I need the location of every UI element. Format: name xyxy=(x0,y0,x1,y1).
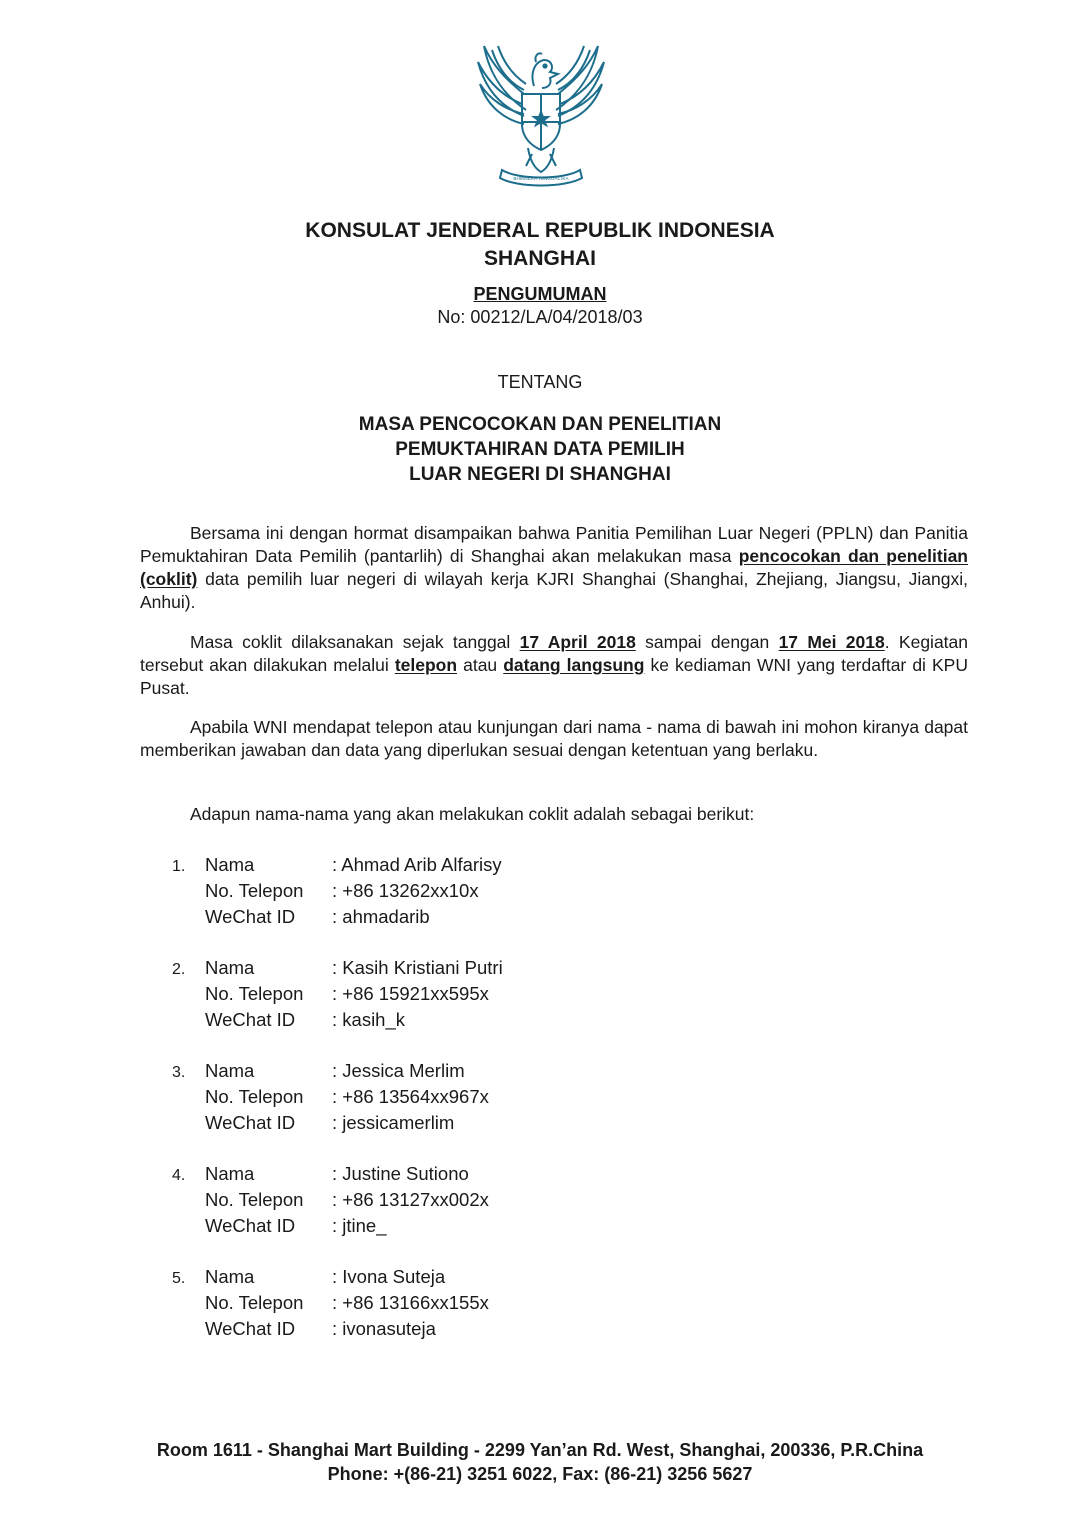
document-title xyxy=(0,412,1080,487)
phone-label: No. Telepon xyxy=(205,1189,304,1210)
entry-number: 1. xyxy=(172,858,186,875)
entry-number: 5. xyxy=(172,1270,186,1287)
paragraph-request: Apabila WNI mendapat telepon atau kunjungan dari nama - nama di bawah ini mohon kiranya dapat memberikan jawaban dan data yang diperlukan sesuai dengan ketentuan yang berlaku. xyxy=(140,717,968,760)
entry-number: 2. xyxy=(172,961,186,978)
end-date: 17 Mei 2018 xyxy=(778,632,885,652)
entry-number: 3. xyxy=(172,1064,186,1081)
paragraph-intro: Bersama ini dengan hormat disampaikan bahwa Panitia Pemilihan Luar Negeri (PPLN) dan Panitia Pemuktahiran Data Pemilih (pantarlih) di Shanghai akan melakukan masa pencocokan dan penelitian (coklit) data pemilih luar negeri di wilayah kerja KJRI Shanghai (Shanghai, Zhejiang, Jiangsu, Jiangxi, Anhui). xyxy=(140,523,968,612)
name-value: : Justine Sutiono xyxy=(332,1163,469,1184)
garuda-emblem-icon xyxy=(468,38,614,190)
paragraph-period: Masa coklit dilaksanakan sejak tanggal 17 April 2018 sampai dengan 17 Mei 2018. Kegiatan tersebut akan dilakukan melalui telepon atau datang langsung ke kediaman WNI yang terdaftar di KPU Pusat. xyxy=(140,632,969,698)
phone-label: No. Telepon xyxy=(205,1086,304,1107)
name-label: Nama xyxy=(205,957,255,978)
phone-label: No. Telepon xyxy=(205,880,304,901)
name-value: : Ahmad Arib Alfarisy xyxy=(332,854,502,875)
method-phone: telepon xyxy=(394,655,458,675)
footer-phone: Phone: +(86-21) 3251 6022, Fax: (86-21) 3256 5627 xyxy=(327,1464,753,1484)
start-date: 17 April 2018 xyxy=(519,632,636,652)
method-visit: datang langsung xyxy=(503,655,645,675)
city-name: SHANGHAI xyxy=(483,247,596,270)
wechat-label: WeChat ID xyxy=(205,1009,296,1030)
name-label: Nama xyxy=(205,1163,255,1184)
title-line: PEMUKTAHIRAN DATA PEMILIH xyxy=(395,439,685,460)
document-number: No: 00212/LA/04/2018/03 xyxy=(437,307,643,327)
wechat-value: : ahmadarib xyxy=(332,906,430,927)
name-value: : Kasih Kristiani Putri xyxy=(332,957,503,978)
wechat-label: WeChat ID xyxy=(205,1112,296,1133)
wechat-value: : kasih_k xyxy=(332,1009,406,1030)
title-line: LUAR NEGERI DI SHANGHAI xyxy=(409,464,671,485)
phone-label: No. Telepon xyxy=(205,1292,304,1313)
paragraph-list-intro: Adapun nama-nama yang akan melakukan coklit adalah sebagai berikut: xyxy=(190,804,755,824)
wechat-value: : jtine_ xyxy=(332,1215,387,1236)
coklit-emphasis: pencocokan dan penelitian (coklit) xyxy=(140,546,968,589)
footer-address: Room 1611 - Shanghai Mart Building - 2299 Yan’an Rd. West, Shanghai, 200336, P.R.China xyxy=(156,1440,924,1460)
svg-text:BHINNEKA TUNGGAL IKA: BHINNEKA TUNGGAL IKA xyxy=(513,176,569,181)
wechat-value: : jessicamerlim xyxy=(332,1112,455,1133)
entry-number: 4. xyxy=(172,1167,186,1184)
phone-value: : +86 13262xx10x xyxy=(332,880,479,901)
wechat-value: : ivonasuteja xyxy=(332,1318,436,1339)
wechat-label: WeChat ID xyxy=(205,1215,296,1236)
name-label: Nama xyxy=(205,854,255,875)
phone-value: : +86 13127xx002x xyxy=(332,1189,489,1210)
phone-label: No. Telepon xyxy=(205,983,304,1004)
document-type: PENGUMUMAN xyxy=(473,284,607,304)
name-label: Nama xyxy=(205,1266,255,1287)
wechat-label: WeChat ID xyxy=(205,1318,296,1339)
title-line: MASA PENCOCOKAN DAN PENELITIAN xyxy=(358,414,722,435)
organization-name: KONSULAT JENDERAL REPUBLIK INDONESIA xyxy=(305,219,775,242)
name-value: : Ivona Suteja xyxy=(332,1266,446,1287)
phone-value: : +86 13564xx967x xyxy=(332,1086,489,1107)
wechat-label: WeChat ID xyxy=(205,906,296,927)
name-value: : Jessica Merlim xyxy=(332,1060,465,1081)
phone-value: : +86 15921xx595x xyxy=(332,983,489,1004)
about-label: TENTANG xyxy=(497,372,583,392)
phone-value: : +86 13166xx155x xyxy=(332,1292,489,1313)
name-label: Nama xyxy=(205,1060,255,1081)
